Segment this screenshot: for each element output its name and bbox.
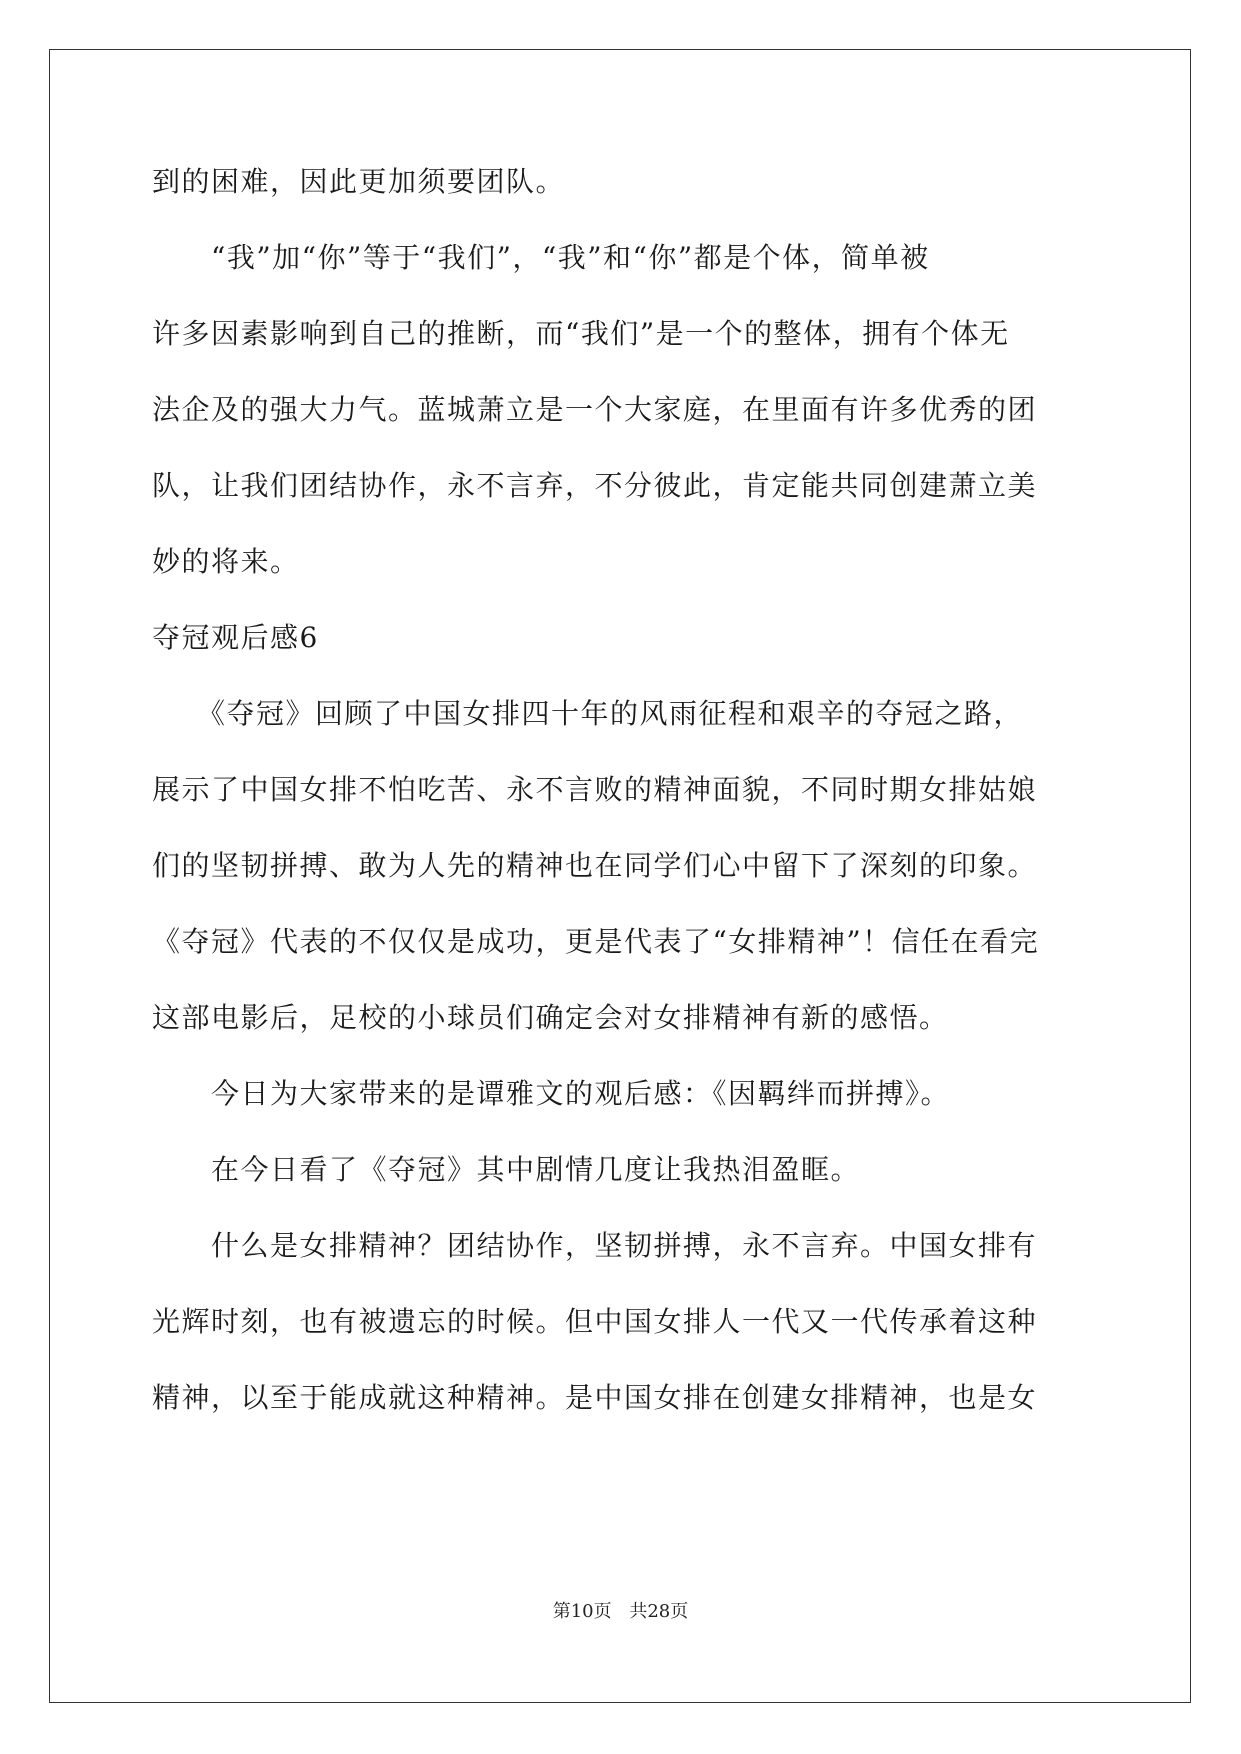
text-line: 《夺冠》回顾了中国女排四十年的风雨征程和艰辛的夺冠之路， [152,697,1024,730]
text-line: 妙的将来。 [152,545,300,578]
text-line: “我”加“你”等于“我们”，“我”和“你”都是个体，简单被 [152,241,930,274]
text-line: 在今日看了《夺冠》其中剧情几度让我热泪盈眶。 [152,1153,861,1186]
text-line: 许多因素影响到自己的推断，而“我们”是一个的整体，拥有个体无 [152,317,1010,350]
text-line: 这部电影后，足校的小球员们确定会对女排精神有新的感悟。 [152,1001,949,1034]
text-line: 展示了中国女排不怕吃苦、永不言败的精神面貌，不同时期女排姑娘 [152,773,1038,806]
text-line: 法企及的强大力气。蓝城萧立是一个大家庭，在里面有许多优秀的团 [152,393,1038,426]
current-page-number: 第10页 [552,1601,612,1622]
total-page-count: 共28页 [629,1601,689,1622]
text-line: 今日为大家带来的是谭雅文的观后感：《因羁绊而拼搏》。 [152,1077,951,1110]
page-footer [0,1600,1241,1624]
text-line: 们的坚韧拼搏、敢为人先的精神也在同学们心中留下了深刻的印象。 [152,849,1038,882]
text-line: 到的困难，因此更加须要团队。 [152,165,566,198]
text-line: 什么是女排精神？团结协作，坚韧拼搏，永不言弃。中国女排有 [152,1229,1038,1262]
text-line: 队，让我们团结协作，永不言弃，不分彼此，肯定能共同创建萧立美 [152,469,1038,502]
section-heading: 夺冠观后感6 [152,621,319,654]
text-line: 精神，以至于能成就这种精神。是中国女排在创建女排精神，也是女 [152,1381,1038,1414]
text-line: 光辉时刻，也有被遗忘的时候。但中国女排人一代又一代传承着这种 [152,1305,1038,1338]
text-line: 《夺冠》代表的不仅仅是成功，更是代表了“女排精神”！信任在看完 [152,925,1040,958]
